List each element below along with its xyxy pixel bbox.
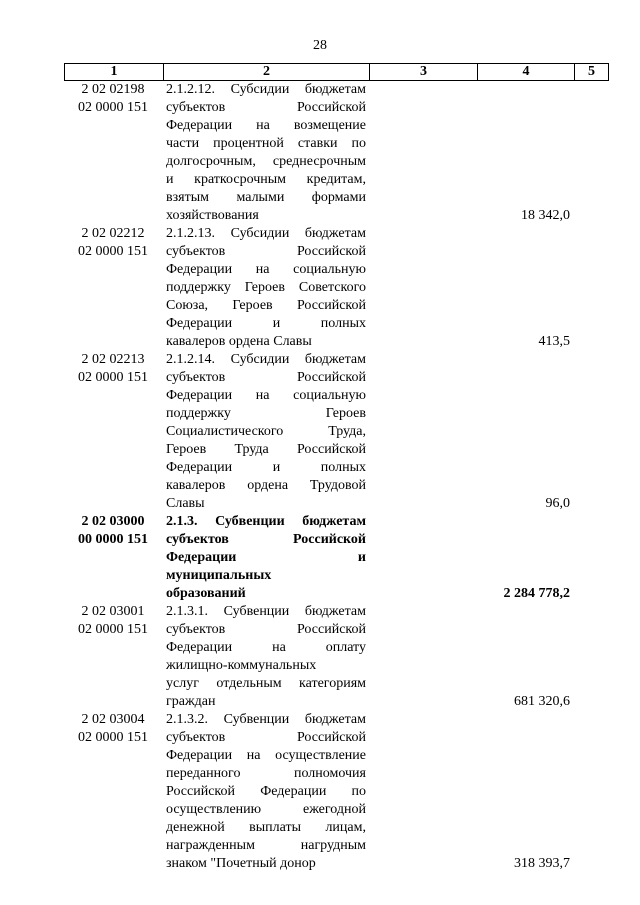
budget-code xyxy=(64,711,162,747)
description-line: Социалистического Труда, xyxy=(166,424,366,439)
description-line: 2.1.2.13. Субсидии бюджетам xyxy=(166,226,366,241)
description-line: кавалеров ордена Трудовой xyxy=(166,478,366,493)
description-line: 2.1.2.12. Субсидии бюджетам xyxy=(166,82,366,97)
description-line: Федерации на возмещение xyxy=(166,118,366,133)
budget-code-line: 00 0000 151 xyxy=(78,532,148,547)
budget-code-line: 2 02 03001 xyxy=(81,604,145,619)
description-line: Федерации на социальную xyxy=(166,388,366,403)
description-line: Федерации на осуществление xyxy=(166,748,366,763)
description-line: награжденным нагрудным xyxy=(166,838,366,853)
page-number: 28 xyxy=(313,38,327,53)
column-header-table xyxy=(64,63,609,81)
budget-code-line: 02 0000 151 xyxy=(78,100,148,115)
budget-code-line: 2 02 02213 xyxy=(81,352,145,367)
budget-code xyxy=(64,603,162,639)
table-row xyxy=(0,603,640,711)
amount-value: 2 284 778,2 xyxy=(503,586,570,601)
description-line: 2.1.3. Субвенции бюджетам xyxy=(166,514,366,529)
column-header-2: 2 xyxy=(164,64,370,81)
description-line: субъектов Российской xyxy=(166,532,366,547)
budget-code-line: 2 02 03004 xyxy=(81,712,145,727)
description-line: муниципальных xyxy=(166,568,272,583)
description-line: хозяйствования xyxy=(166,208,259,223)
description-line: поддержку Героев xyxy=(166,406,366,421)
description-line: осуществлению ежегодной xyxy=(166,802,366,817)
budget-code-line: 2 02 02198 xyxy=(81,82,145,97)
budget-code xyxy=(64,351,162,387)
budget-code-line: 2 02 02212 xyxy=(81,226,145,241)
description-line: субъектов Российской xyxy=(166,730,366,745)
description-line: Федерации на социальную xyxy=(166,262,366,277)
description-line: Федерации на оплату xyxy=(166,640,366,655)
item-description xyxy=(166,711,366,873)
budget-code xyxy=(64,225,162,261)
description-line: Славы xyxy=(166,496,205,511)
amount-value: 413,5 xyxy=(538,334,570,349)
description-line: Федерации и полных xyxy=(166,316,366,331)
amount-value: 681 320,6 xyxy=(514,694,570,709)
budget-code xyxy=(64,81,162,117)
column-header-1: 1 xyxy=(65,64,164,81)
description-line: поддержку Героев Советского xyxy=(166,280,366,295)
description-line: Союза, Героев Российской xyxy=(166,298,366,313)
description-line: Федерации и полных xyxy=(166,460,366,475)
description-line: услуг отдельным категориям xyxy=(166,676,366,691)
item-description xyxy=(166,351,366,513)
description-line: знаком "Почетный донор xyxy=(166,856,316,871)
amount-value: 96,0 xyxy=(545,496,570,511)
column-header-5: 5 xyxy=(575,64,609,81)
description-line: кавалеров ордена Славы xyxy=(166,334,312,349)
budget-code-line: 2 02 03000 xyxy=(81,514,145,529)
description-line: субъектов Российской xyxy=(166,622,366,637)
table-row xyxy=(0,513,640,603)
description-line: долгосрочным, среднесрочным xyxy=(166,154,366,169)
description-line: субъектов Российской xyxy=(166,244,366,259)
budget-code-line: 02 0000 151 xyxy=(78,244,148,259)
description-line: Российской Федерации по xyxy=(166,784,366,799)
budget-code-line: 02 0000 151 xyxy=(78,622,148,637)
budget-rows xyxy=(0,81,640,873)
amount-value: 18 342,0 xyxy=(521,208,570,223)
table-row xyxy=(0,225,640,351)
description-line: 2.1.3.1. Субвенции бюджетам xyxy=(166,604,366,619)
description-line: субъектов Российской xyxy=(166,370,366,385)
column-header-4: 4 xyxy=(478,64,575,81)
table-row xyxy=(0,711,640,873)
item-description xyxy=(166,225,366,351)
description-line: граждан xyxy=(166,694,216,709)
item-description xyxy=(166,603,366,711)
item-description xyxy=(166,513,366,603)
amount-value: 318 393,7 xyxy=(514,856,570,871)
budget-code-line: 02 0000 151 xyxy=(78,730,148,745)
description-line: переданного полномочия xyxy=(166,766,366,781)
description-line: 2.1.3.2. Субвенции бюджетам xyxy=(166,712,366,727)
table-row xyxy=(0,351,640,513)
table-row xyxy=(0,81,640,225)
description-line: жилищно-коммунальных xyxy=(166,658,317,673)
description-line: образований xyxy=(166,586,246,601)
budget-code xyxy=(64,513,162,549)
item-description xyxy=(166,81,366,225)
description-line: и краткосрочным кредитам, xyxy=(166,172,366,187)
column-header-3: 3 xyxy=(370,64,478,81)
description-line: Федерации и xyxy=(166,550,366,565)
description-line: 2.1.2.14. Субсидии бюджетам xyxy=(166,352,366,367)
description-line: субъектов Российской xyxy=(166,100,366,115)
budget-code-line: 02 0000 151 xyxy=(78,370,148,385)
description-line: Героев Труда Российской xyxy=(166,442,366,457)
description-line: взятым малыми формами xyxy=(166,190,366,205)
description-line: денежной выплаты лицам, xyxy=(166,820,366,835)
description-line: части процентной ставки по xyxy=(166,136,366,151)
